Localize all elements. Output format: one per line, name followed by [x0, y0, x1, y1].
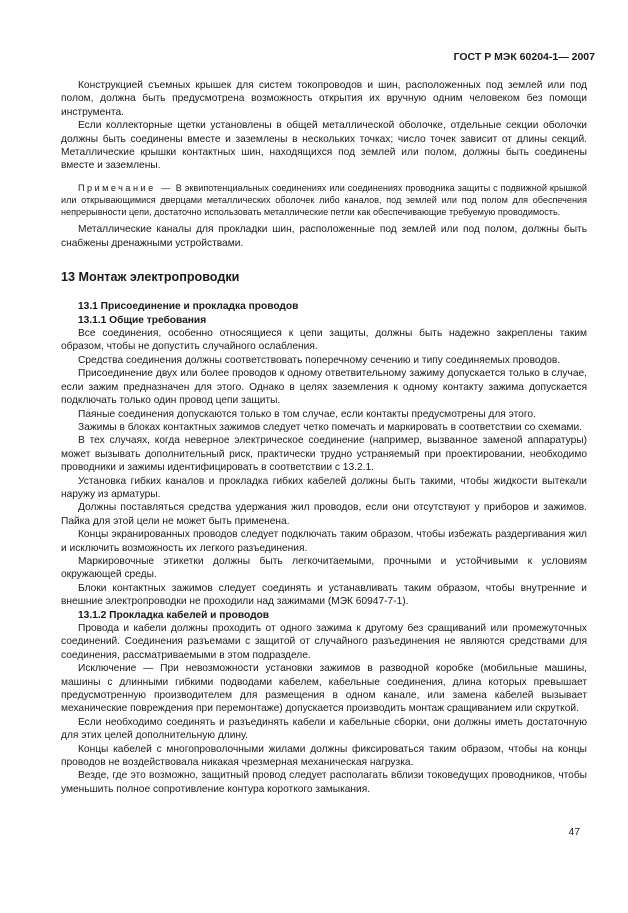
- paragraph: Если необходимо соединять и разъединять кабели и кабельные сборки, они должны иметь достаточную для этих целей дополнительную длину.: [61, 716, 587, 742]
- subsection-title: 13.1.2 Прокладка кабелей и проводов: [78, 609, 270, 621]
- paragraph: Установка гибких каналов и прокладка гибких кабелей должны быть такими, чтобы жидкости вытекали наружу из арматуры.: [61, 475, 587, 500]
- note-text: В эквипотенциальных соединениях или соединениях проводника защиты с подвижной крышкой или открывающимися дверцами металлических оболочек либо каналов, под землей или под полом для обеспечения непрерывности цепи, достаточно использовать металлические петли как обеспечивающие требуемую проводимость.: [61, 182, 587, 218]
- page-content: [61, 79, 587, 796]
- page-number: 47: [568, 827, 580, 838]
- paragraph: Везде, где это возможно, защитный провод следует располагать вблизи токоведущих проводников, чтобы уменьшить полное сопротивление контура короткого замыкания.: [61, 770, 587, 795]
- paragraph: Конструкцией съемных крышек для систем токопроводов и шин, расположенных под землей или под полом, должна быть предусмотрена возможность открытия их вручную одним человеком без помощи инструмента.: [61, 80, 587, 118]
- paragraph: Должны поставляться средства удержания жил проводов, если они отсутствуют у приборов и зажимов. Пайка для этой цели не может быть применена.: [61, 502, 587, 527]
- section-title: 13 Монтаж электропроводки: [61, 270, 240, 285]
- paragraph: Блоки контактных зажимов следует соединять и устанавливать таким образом, чтобы внутренние и внешние электропроводки не проходили над зажимами (МЭК 60947-7-1).: [61, 582, 587, 608]
- paragraph: Все соединения, особенно относящиеся к цепи защиты, должны быть надежно закреплены таким образом, чтобы не допустить случайного ослабления.: [61, 328, 587, 353]
- note: [61, 182, 587, 219]
- paragraph: Металлические каналы для прокладки шин, расположенные под землей или под полом, должны быть снабжены дренажными устройствами.: [61, 224, 587, 249]
- paragraph: Средства соединения должны соответствовать поперечному сечению и типу соединяемых проводов.: [78, 354, 561, 366]
- paragraph: Маркировочные этикетки должны быть легкочитаемыми, прочными и устойчивыми к условиям окружающей среды.: [61, 555, 587, 581]
- paragraph: Концы экранированных проводов следует подключать таким образом, чтобы избежать раздергивания жил и исключить возможность их легкого разъединения.: [61, 529, 587, 554]
- paragraph: Присоединение двух или более проводов к одному ответвительному зажиму допускается только в случае, если зажим предназначен для этого. Однако в целях заземления к одному контакту зажима допускается подключать только один провод цепи защиты.: [61, 368, 587, 407]
- paragraph: Исключение — При невозможности установки зажимов в разводной коробке (мобильные машины, машины с длинными гибкими подводами кабелем, кабельные соединения, длина которых превышает предусмотренную производителем для размещения в одном канале, или замена кабелей вызывает механические повреждения при перемонтаже) допускается производить монтаж сращиванием или скруткой.: [61, 663, 587, 715]
- subsection-title: 13.1.1 Общие требования: [78, 314, 207, 326]
- paragraph: Концы кабелей с многопроволочными жилами должны фиксироваться таким образом, чтобы на концы проводов не воздействовала никакая чрезмерная механическая нагрузка.: [61, 743, 587, 769]
- subsection-title: 13.1 Присоединение и прокладка проводов: [78, 301, 299, 313]
- paragraph: В тех случаях, когда неверное электрическое соединение (например, вызванное заменой аппаратуры) может вызывать дополнительный риск, практически трудно устраняемый при проектировании, необходимо проводники и зажимы идентифицировать в соответствии с 13.2.1.: [61, 435, 587, 474]
- paragraph: Паяные соединения допускаются только в том случае, если контакты предусмотрены для этого.: [78, 408, 536, 420]
- page-header: ГОСТ Р МЭК 60204-1— 2007: [453, 51, 595, 63]
- paragraph: Провода и кабели должны проходить от одного зажима к другому без сращиваний или промежуточных соединений. Соединения разъемами с защитой от случайного разъединения не являются средствами для соединения, рассматриваемыми в этом подразделе.: [61, 623, 587, 661]
- paragraph: Если коллекторные щетки установлены в общей металлической оболочке, отдельные секции оболочки должны быть соединены вместе и заземлены в нескольких точках; число точек зависит от длины секций. Металлические крышки контактных шин, находящихся под землей или полом, должны быть соединены вместе и заземлены.: [61, 120, 587, 172]
- note-lead: Примечание —: [78, 182, 173, 193]
- paragraph: Зажимы в блоках контактных зажимов следует четко помечать и маркировать в соответствии со схемами.: [78, 421, 583, 433]
